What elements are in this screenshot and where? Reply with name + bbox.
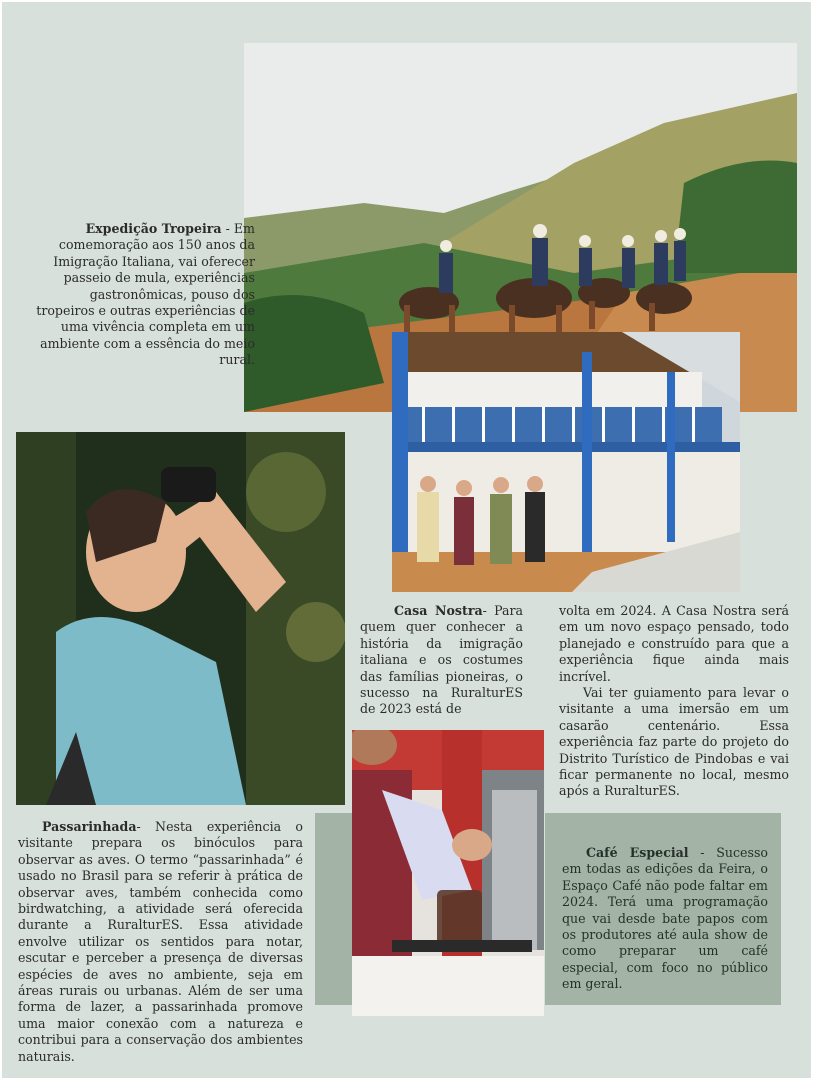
cafe-especial-title: Café Especial [586, 845, 689, 860]
magazine-page [2, 2, 811, 1078]
passarinhada-body: - Nesta experiência o visitante prepara os binóculos para observar as aves. O termo “passarinhada” é usado no Brasil para se referir à prática de observar aves, também conhecida como birdwatching, a atividade será oferecida durante a RuralturES. Essa atividade envolve utilizar os sentidos para notar, escutar e perceber a presença de diversas espécies de aves no ambiente, seja em áreas rurais ou urbanas. Além de ser uma forma de lazer, a passarinhada promove uma maior conexão com a natureza e contribui para a conservação dos ambientes naturais. [18, 819, 303, 1064]
casa-nostra-title: Casa Nostra [394, 603, 483, 618]
photo-coffee [352, 730, 544, 1016]
expedicao-tropeira-title: Expedição Tropeira [85, 221, 222, 236]
cafe-especial-text [562, 845, 768, 993]
photo-birdwatching [16, 432, 345, 805]
casa-nostra-col1 [360, 603, 523, 718]
casa-nostra-col2 [559, 603, 789, 800]
passarinhada-text [18, 819, 303, 1065]
casa-nostra-body-3: Vai ter guiamento para levar o visitante a uma imersão em um casarão centenário. Essa experiência faz parte do projeto do Distrito Turístico de Pindobas e vai ficar permanente no local, mesmo após a RuralturES. [559, 685, 789, 799]
expedicao-tropeira-text [32, 221, 255, 369]
casa-nostra-body-2: volta em 2024. A Casa Nostra será em um novo espaço pensado, todo planejado e construído para que a experiência fique ainda mais incrível. [559, 603, 789, 684]
cafe-especial-box [545, 813, 781, 1005]
photo-casa-nostra [392, 332, 740, 592]
casa-nostra-body-1: - Para quem quer conhecer a história da imigração italiana e os costumes das famílias pioneiras, o sucesso na RuralturES de 2023 está de [360, 603, 524, 717]
passarinhada-title: Passarinhada [42, 819, 137, 834]
accent-box-left [315, 813, 357, 1005]
cafe-especial-body: - Sucesso em todas as edições da Feira, o Espaço Café não pode faltar em 2024. Terá uma programação que vai desde bate papos com os produtores até aula show de como preparar um café especial, com foco no público em geral. [562, 845, 769, 992]
expedicao-tropeira-body: - Em comemoração aos 150 anos da Imigração Italiana, vai oferecer passeio de mula, experiências gastronômicas, pouso dos tropeiros e outras experiências de uma vivência completa em um ambiente com a essência do meio rural. [36, 221, 255, 368]
